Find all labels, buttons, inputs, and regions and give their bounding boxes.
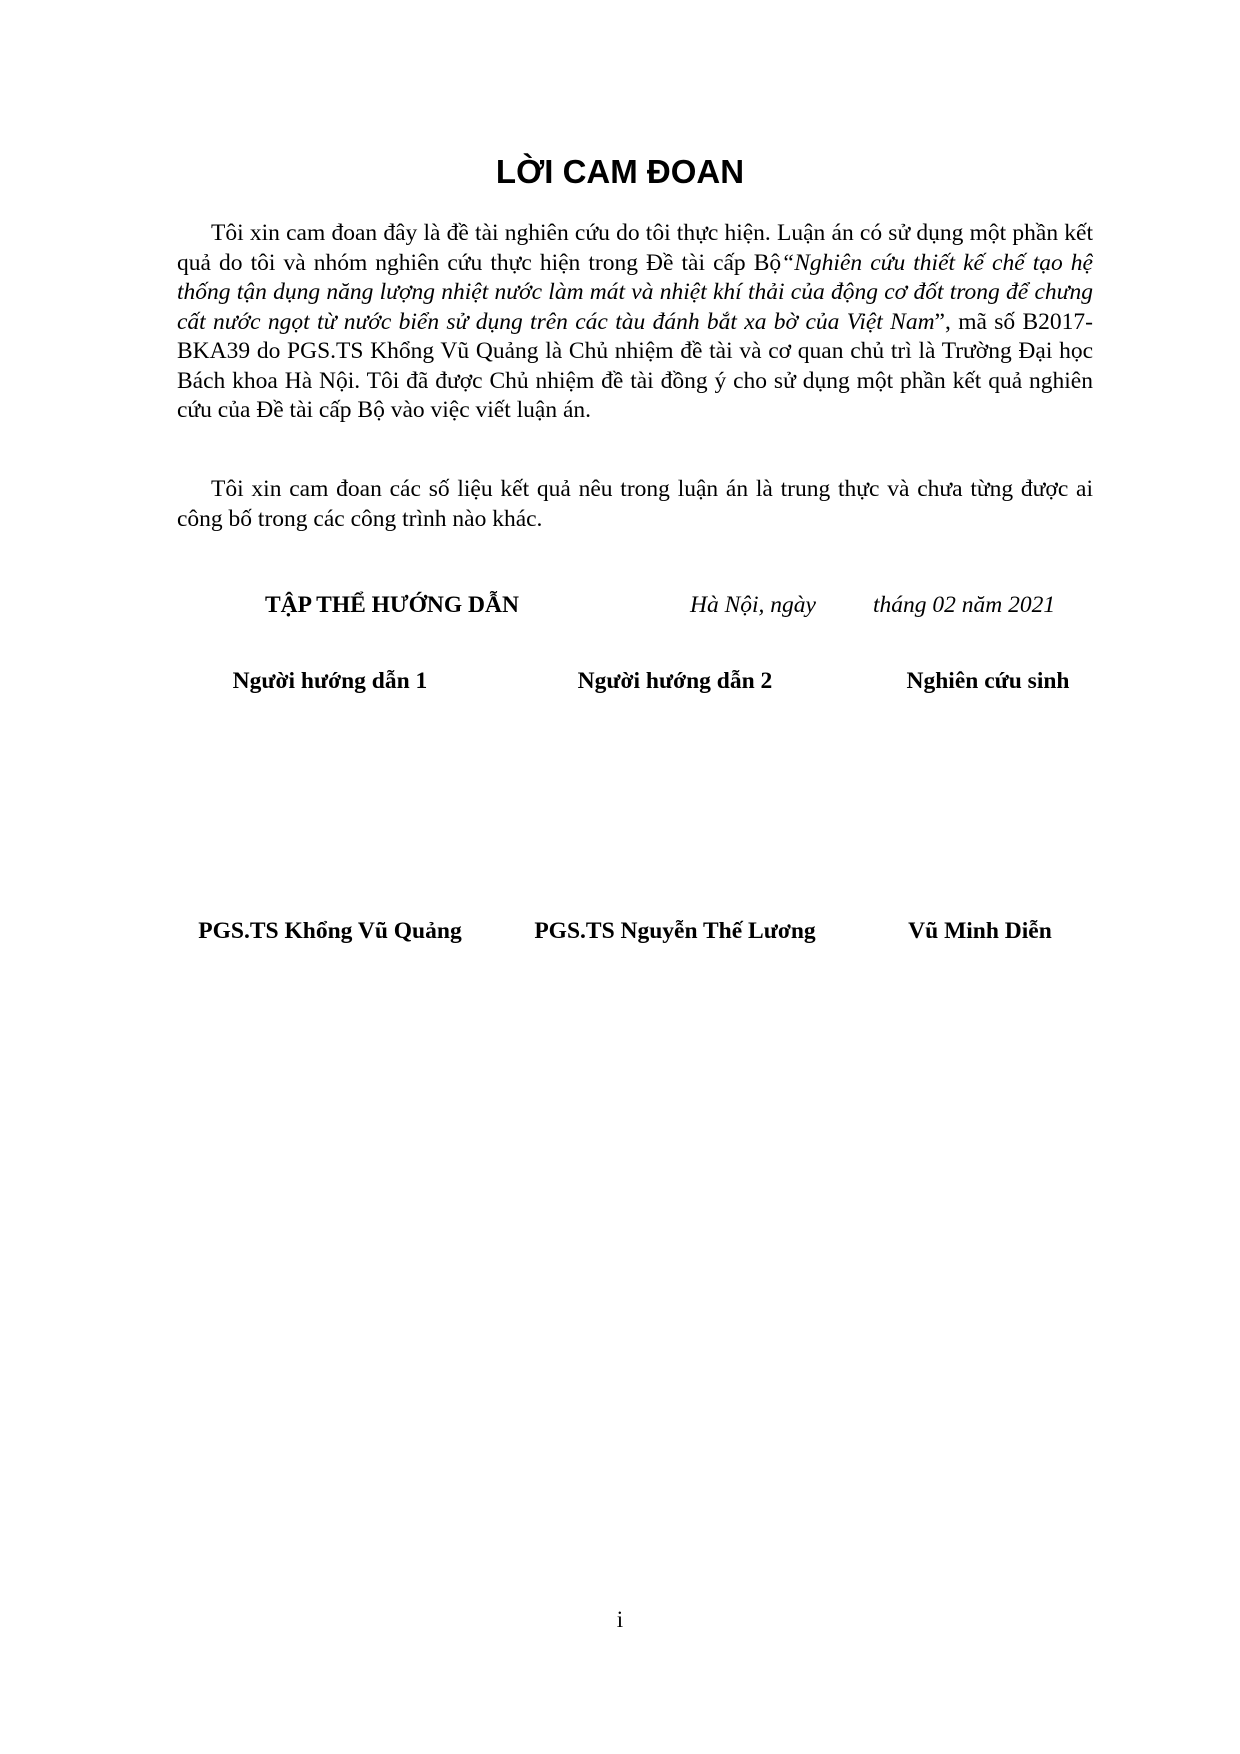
role-supervisor-2: Người hướng dẫn 2: [577, 668, 773, 694]
role-phd-candidate: Nghiên cứu sinh: [906, 668, 1070, 694]
name-supervisor-2: PGS.TS Nguyễn Thế Lương: [534, 918, 816, 944]
declaration-paragraph-2: [177, 475, 1093, 534]
supervisors-heading: TẬP THỂ HƯỚNG DẪN: [265, 592, 519, 618]
declaration-text-2: Tôi xin cam đoan các số liệu kết quả nêu trong luận án là trung thực và chưa từng được ai công bố trong các công trình nào khác.: [177, 476, 1093, 532]
declaration-text-intro: Tôi xin cam đoan đây là đề tài nghiên cứu do tôi thực hiện. Luận án có sử dụng một phần kết quả do tôi và nhóm nghiên cứu thực hiện trong Đề tài cấp Bộ: [177, 220, 1093, 276]
name-supervisor-1: PGS.TS Khổng Vũ Quảng: [198, 918, 462, 944]
declaration-text-rest: ”, mã số B2017-BKA39 do PGS.TS Khổng Vũ Quảng là Chủ nhiệm đề tài và cơ quan chủ trì là Trường Đại học Bách khoa Hà Nội. Tôi đã được Chủ nhiệm đề tài đồng ý cho sử dụng một phần kết quả nghiên cứu của Đề tài cấp Bộ vào việc viết luận án.: [177, 308, 1093, 423]
month-year: tháng 02 năm 2021: [873, 592, 1056, 618]
project-title: “Nghiên cứu thiết kế chế tạo hệ thống tận dụng năng lượng nhiệt nước làm mát và nhiệt khí thải của động cơ đốt trong để chưng cất nước ngọt từ nước biển sử dụng trên các tàu đánh bắt xa bờ của Việt Nam: [177, 249, 1093, 335]
page-title: LỜI CAM ĐOAN: [495, 153, 745, 190]
place-day: Hà Nội, ngày: [690, 592, 816, 618]
declaration-paragraph-1: [177, 219, 1093, 426]
name-phd-candidate: Vũ Minh Diễn: [908, 918, 1052, 944]
role-supervisor-1: Người hướng dẫn 1: [232, 668, 428, 694]
page-number: i: [616, 1607, 624, 1632]
